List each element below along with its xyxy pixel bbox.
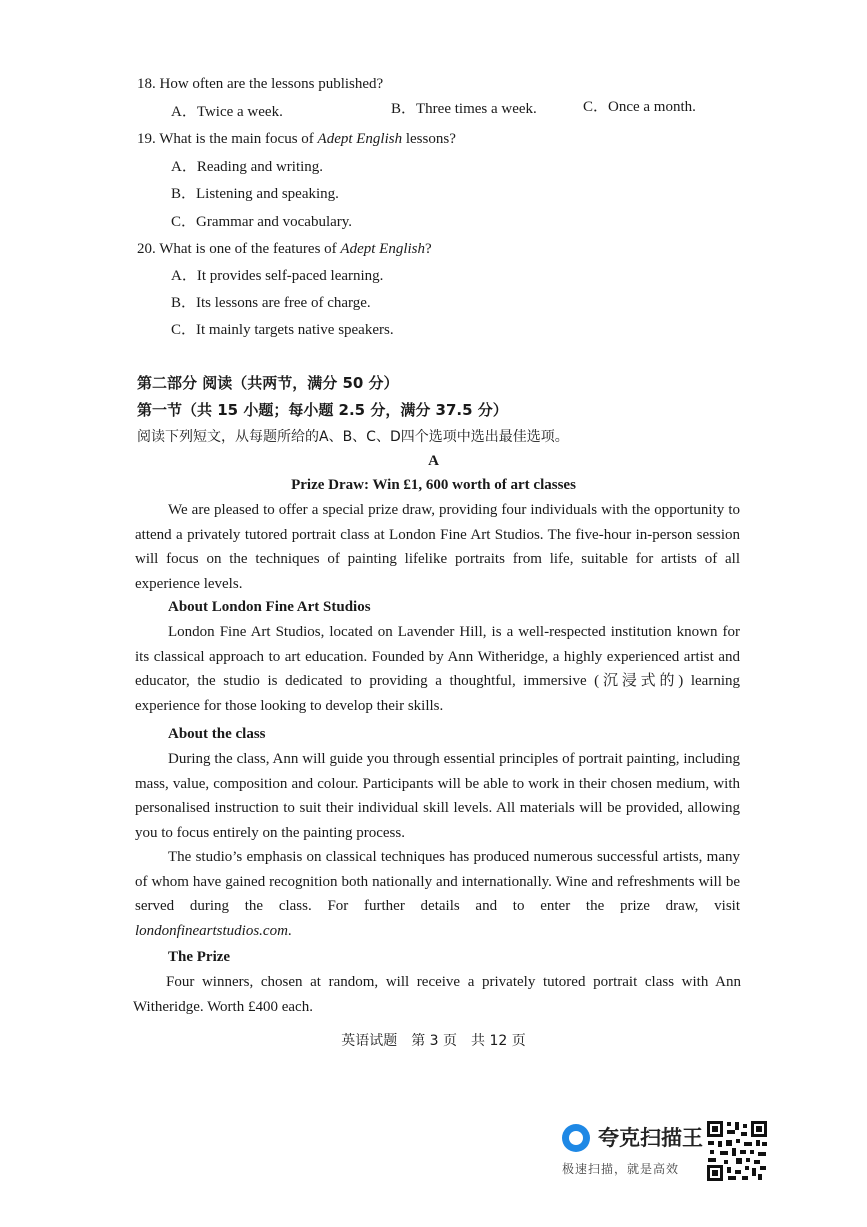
question-20 xyxy=(137,240,432,258)
class-paragraph-2-end: . xyxy=(287,922,292,939)
class-paragraph-2-text: The studio’s emphasis on classical techniques has produced numerous successful artists, many of whom have gained recognition both nationally and internationally. Wine and refreshments will be served during the class. For further details and to enter the prize draw, visit xyxy=(135,849,740,915)
question-18 xyxy=(137,75,383,93)
option-19b: B．Listening and speaking. xyxy=(171,186,339,202)
question-text: What is the main focus of xyxy=(159,131,318,147)
prize-heading: The Prize xyxy=(168,949,231,965)
question-emphasis: Adept English xyxy=(340,241,425,257)
class-paragraph-1: During the class, Ann will guide you through essential principles of portrait painting, including mass, value, composition and colour. Participants will be able to work in their chosen medium, with personalised instruction to suit their individual skill levels. All materials will be provided, allowing you to focus entirely on the painting process. xyxy=(135,751,740,841)
option-20c: C．It mainly targets native speakers. xyxy=(171,322,394,338)
class-paragraph-2 xyxy=(135,845,740,943)
question-text-end: lessons? xyxy=(402,131,456,147)
passage-title: Prize Draw: Win £1, 600 worth of art classes xyxy=(291,477,576,493)
question-text-end: ? xyxy=(425,241,432,257)
passage-letter: A xyxy=(428,453,439,469)
question-number: 19. xyxy=(137,131,156,147)
option-18b: B．Three times a week. xyxy=(391,101,537,117)
qr-code-icon xyxy=(706,1120,768,1182)
option-20b: B．Its lessons are free of charge. xyxy=(171,295,371,311)
question-text: How often are the lessons published? xyxy=(159,76,384,92)
question-number: 18. xyxy=(137,76,156,92)
intro-paragraph: We are pleased to offer a special prize draw, providing four individuals with the opportunity to attend a privately tutored portrait class at London Fine Art Studios. The five-hour in-person session will focus on the techniques of painting lifelike portraits from life, suitable for artists of all experience levels. xyxy=(135,502,740,592)
option-19c: C．Grammar and vocabulary. xyxy=(171,214,353,230)
question-19 xyxy=(137,130,456,148)
instructions: 阅读下列短文，从每题所给的A、B、C、D四个选项中选出最佳选项。 xyxy=(137,429,569,445)
part-heading: 第二部分 阅读（共两节，满分 50 分） xyxy=(137,374,399,392)
watermark-app-name: 夸克扫描王 xyxy=(598,1126,703,1150)
option-19a: A．Reading and writing. xyxy=(171,159,324,175)
question-number: 20. xyxy=(137,241,156,257)
website-link: londonfineartstudios.com xyxy=(135,922,288,939)
option-20a: A．It provides self-paced learning. xyxy=(171,268,384,284)
section-heading: 第一节（共 15 小题；每小题 2.5 分，满分 37.5 分） xyxy=(137,401,508,419)
page-footer: 英语试题 第 3 页 共 12 页 xyxy=(341,1033,526,1049)
prize-paragraph: Four winners, chosen at random, will receive a privately tutored portrait class with Ann Witheridge. Worth £400 each. xyxy=(133,974,741,1015)
option-18c: C．Once a month. xyxy=(583,99,696,115)
option-18a: A．Twice a week. xyxy=(171,104,283,120)
studio-heading: About London Fine Art Studios xyxy=(168,599,371,615)
watermark-slogan: 极速扫描，就是高效 xyxy=(562,1162,680,1176)
studio-paragraph: London Fine Art Studios, located on Lavender Hill, is a well-respected institution known for its classical approach to art education. Founded by Ann Witheridge, a highly experienced artist and educator, the studio is dedicated to providing a thoughtful, immersive (沉浸式的) learning experience for those looking to develop their skills. xyxy=(135,624,740,714)
class-heading: About the class xyxy=(168,726,266,742)
question-text: What is one of the features of xyxy=(159,241,341,257)
question-emphasis: Adept English xyxy=(317,131,403,147)
quark-logo-icon xyxy=(562,1124,590,1152)
